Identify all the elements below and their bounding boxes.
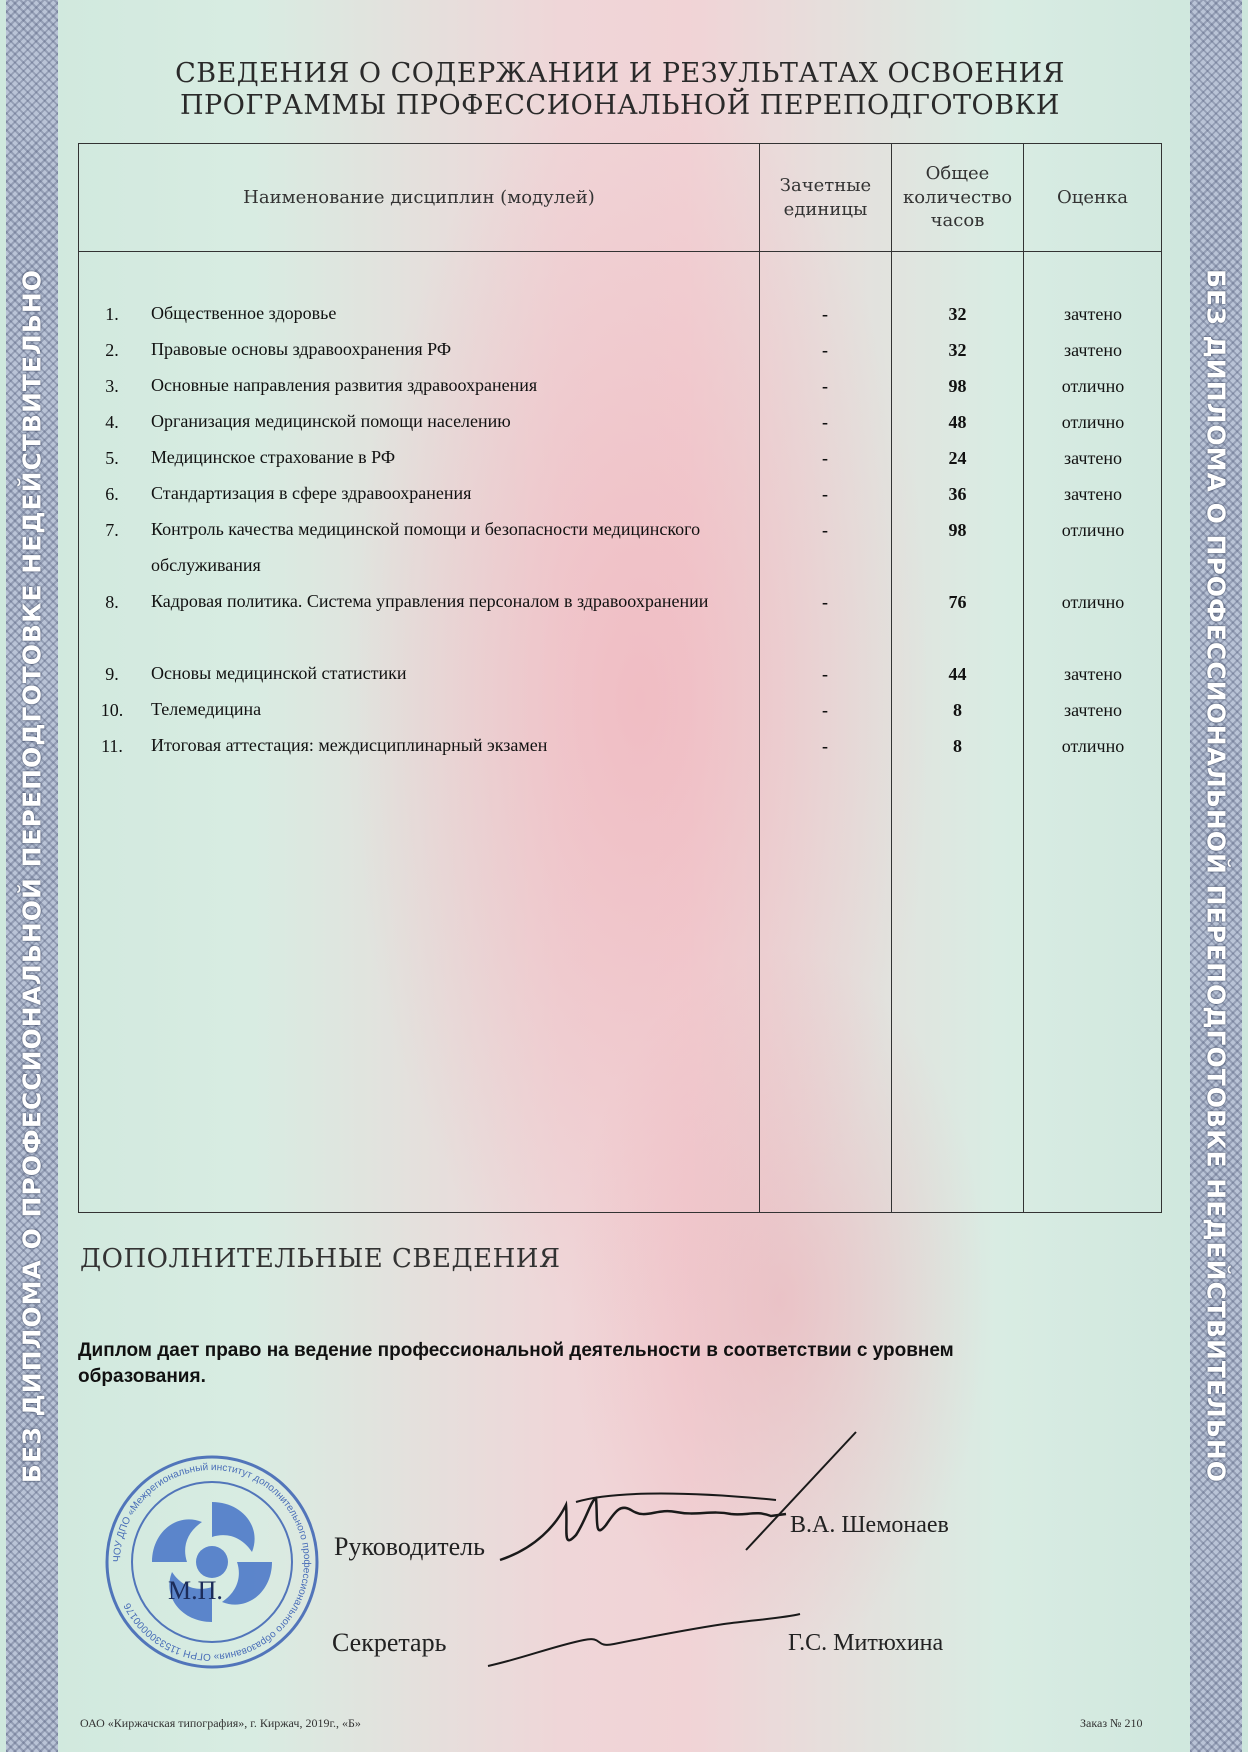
- row-grade: отлично: [1061, 592, 1125, 612]
- row-grade: зачтено: [1064, 664, 1122, 684]
- row-number: 1.: [105, 304, 119, 324]
- row-number: 7.: [105, 520, 119, 540]
- row-number: 10.: [100, 700, 124, 720]
- row-discipline: Кадровая политика. Система управления персоналом в здравоохранении: [151, 591, 709, 611]
- row-hours: 48: [948, 412, 967, 432]
- secretary-name: Г.С. Митюхина: [788, 1630, 944, 1656]
- row-credits: -: [822, 736, 828, 756]
- head-name: В.А. Шемонаев: [790, 1512, 949, 1538]
- header-grade: [1024, 144, 1161, 251]
- row-number: 11.: [101, 736, 123, 756]
- row-grade: отлично: [1061, 520, 1125, 540]
- row-number: 3.: [105, 376, 119, 396]
- row-credits: -: [822, 664, 828, 684]
- page-title-line-1: СВЕДЕНИЯ О СОДЕРЖАНИИ И РЕЗУЛЬТАТАХ ОСВОЕНИЯ: [175, 58, 1065, 89]
- row-number: 8.: [105, 592, 119, 612]
- row-number: 6.: [105, 484, 119, 504]
- header-credits-line-1: Зачетные: [779, 175, 872, 197]
- printer-info: ОАО «Киржачская типография», г. Киржач, 2019г., «Б»: [80, 1716, 361, 1730]
- row-credits: -: [822, 448, 828, 468]
- row-hours: 76: [948, 592, 967, 612]
- header-hours-line-1: Общее: [925, 163, 990, 185]
- row-number: 5.: [105, 448, 119, 468]
- head-label: Руководитель: [334, 1532, 485, 1561]
- right-border-text: БЕЗ ДИПЛОМА О ПРОФЕССИОНАЛЬНОЙ ПЕРЕПОДГОТОВКЕ НЕДЕЙСТВИТЕЛЬНО: [1201, 268, 1231, 1484]
- header-credits-line-2: единицы: [783, 198, 868, 220]
- row-discipline: Телемедицина: [151, 699, 262, 719]
- row-credits: -: [822, 520, 828, 540]
- header-divider: [79, 251, 1161, 252]
- note-line-2: образования.: [78, 1366, 206, 1387]
- header-hours-line-2: количество: [902, 186, 1013, 208]
- row-hours: 32: [948, 340, 967, 360]
- row-hours: 8: [953, 700, 962, 720]
- row-hours: 36: [948, 484, 967, 504]
- row-credits: -: [822, 412, 828, 432]
- additional-info-title: ДОПОЛНИТЕЛЬНЫЕ СВЕДЕНИЯ: [80, 1244, 561, 1274]
- row-hours: 98: [948, 520, 967, 540]
- row-grade: отлично: [1061, 736, 1125, 756]
- row-credits: -: [822, 340, 828, 360]
- row-number: 2.: [105, 340, 119, 360]
- row-discipline: Медицинское страхование в РФ: [151, 447, 396, 467]
- row-number: 9.: [105, 664, 119, 684]
- column-divider: [1023, 144, 1024, 1212]
- row-hours: 44: [948, 664, 967, 684]
- row-discipline: Общественное здоровье: [151, 303, 337, 323]
- header-hours-line-3: часов: [930, 210, 985, 232]
- row-grade: зачтено: [1064, 448, 1122, 468]
- head-signature-icon: [496, 1430, 866, 1570]
- row-grade: зачтено: [1064, 304, 1122, 324]
- row-grade: отлично: [1061, 412, 1125, 432]
- row-discipline: Основные направления развития здравоохранения: [151, 375, 538, 395]
- row-grade: зачтено: [1064, 700, 1122, 720]
- header-grade-text: Оценка: [1057, 186, 1128, 208]
- disciplines-table: [78, 143, 1162, 1213]
- organization-stamp: [102, 1452, 322, 1672]
- row-discipline: Итоговая аттестация: междисциплинарный экзамен: [151, 735, 548, 755]
- row-grade: зачтено: [1064, 484, 1122, 504]
- row-discipline: Контроль качества медицинской помощи и безопасности медицинского обслуживания: [151, 519, 701, 575]
- row-hours: 24: [948, 448, 967, 468]
- header-name: [79, 144, 759, 251]
- stamp-ring-text: ЧОУ ДПО «Межрегиональный институт дополнительного профессионального образования» ОГРН 1153300000176: [111, 1461, 313, 1663]
- header-credits: [760, 144, 891, 251]
- row-discipline: Правовые основы здравоохранения РФ: [151, 339, 452, 359]
- row-hours: 98: [948, 376, 967, 396]
- page-title-line-2: ПРОГРАММЫ ПРОФЕССИОНАЛЬНОЙ ПЕРЕПОДГОТОВКИ: [180, 90, 1060, 121]
- row-credits: -: [822, 700, 828, 720]
- row-credits: -: [822, 304, 828, 324]
- note-line-1: Диплом дает право на ведение профессиональной деятельности в соответствии с уровнем: [78, 1340, 954, 1361]
- row-hours: 32: [948, 304, 967, 324]
- row-number: 4.: [105, 412, 119, 432]
- row-credits: -: [822, 376, 828, 396]
- row-discipline: Основы медицинской статистики: [151, 663, 407, 683]
- stamp-place-mark: М.П.: [168, 1576, 223, 1605]
- row-grade: зачтено: [1064, 340, 1122, 360]
- row-credits: -: [822, 592, 828, 612]
- secretary-signature-icon: [484, 1610, 804, 1670]
- left-border-text: БЕЗ ДИПЛОМА О ПРОФЕССИОНАЛЬНОЙ ПЕРЕПОДГОТОВКЕ НЕДЕЙСТВИТЕЛЬНО: [17, 268, 47, 1484]
- stamp-graphic: [102, 1452, 322, 1672]
- row-credits: -: [822, 484, 828, 504]
- row-discipline: Стандартизация в сфере здравоохранения: [151, 483, 472, 503]
- order-number: Заказ № 210: [1080, 1716, 1143, 1730]
- header-hours: [892, 144, 1023, 251]
- additional-info-note: [78, 1338, 1078, 1390]
- row-discipline: Организация медицинской помощи населению: [151, 411, 511, 431]
- row-grade: отлично: [1061, 376, 1125, 396]
- header-name-text: Наименование дисциплин (модулей): [243, 186, 595, 208]
- secretary-label: Секретарь: [332, 1628, 447, 1657]
- row-hours: 8: [953, 736, 962, 756]
